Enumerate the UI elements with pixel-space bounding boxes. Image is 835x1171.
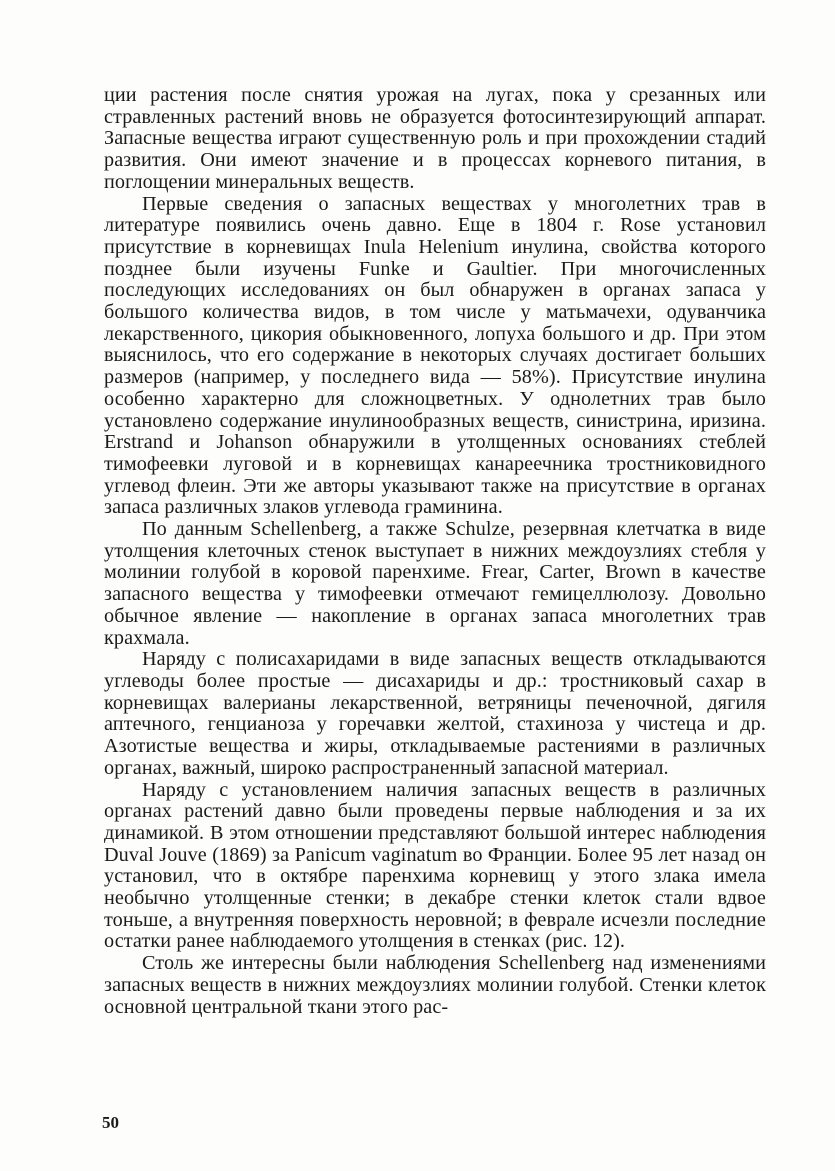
paragraph-5: Наряду с установлением наличия запасных веществ в различных органах растений давно были проведены первые наблюдения и за их динамикой. В этом отношении представляют большой интерес наблюдения Duval Jouve (1869) за Panicum vaginatum во Франции. Более 95 лет назад он установил, что в октябре паренхима корневищ у этого злака имела необычно утолщенные стенки; в декабре стенки клеток стали вдвое тоньше, а внутренняя поверхность неровной; в феврале исчезли последние остатки ранее наблюдаемого утолщения в стенках (рис. 12).	[104, 778, 766, 953]
body-text	[104, 85, 766, 1018]
paragraph-2: Первые сведения о запасных веществах у многолетних трав в литературе появились очень давно. Еще в 1804 г. Rose установил присутствие в корневищах Inula Helenium инулина, свойства которого позднее были изучены Funke и Gaultier. При многочисленных последующих исследованиях он был обнаружен в органах запаса у большого количества видов, в том числе у матьмачехи, одуванчика лекарственного, цикория обыкновенного, лопуха большого и др. При этом выяснилось, что его содержание в некоторых случаях достигает больших размеров (например, у последнего вида — 58%). Присутствие инулина особенно характерно для сложноцветных. У однолетних трав было установлено содержание инулинообразных веществ, синистрина, иризина. Erstrand и Johanson обнаружили в утолщенных основаниях стеблей тимофеевки луговой и в корневищах канареечника тростниковидного углевод флеин. Эти же авторы указывают также на присутствие в органах запаса различных злаков углевода граминина.	[104, 192, 766, 519]
paragraph-1: ции растения после снятия урожая на лугах, пока у срезанных или стравленных растений вновь не образуется фотосинтезирующий аппарат. Запасные вещества играют существенную роль и при прохождении стадий развития. Они имеют значение и в процессах корневого питания, в поглощении минеральных веществ.	[104, 84, 766, 193]
paragraph-6: Столь же интересны были наблюдения Schellenberg над изменениями запасных веществ в нижних междоузлиях молинии голубой. Стенки клеток основной центральной ткани этого рас-	[104, 952, 766, 1018]
page-number: 50	[102, 1113, 119, 1132]
paragraph-4: Наряду с полисахаридами в виде запасных веществ откладываются углеводы более простые — дисахариды и др.: тростниковый сахар в корневищах валерианы лекарственной, ветряницы печеночной, дягиля аптечного, генцианоза у горечавки желтой, стахиноза у чистеца и др. Азотистые вещества и жиры, откладываемые растениями в различных органах, важный, широко распространенный запасной материал.	[104, 648, 766, 779]
paragraph-3: По данным Schellenberg, а также Schulze, резервная клетчатка в виде утолщения клеточных стенок выступает в нижних междоузлиях стебля у молинии голубой в коровой паренхиме. Frear, Carter, Brown в качестве запасного вещества у тимофеевки отмечают гемицеллюлозу. Довольно обычное явление — накопление в органах запаса многолетних трав крахмала.	[104, 518, 766, 649]
